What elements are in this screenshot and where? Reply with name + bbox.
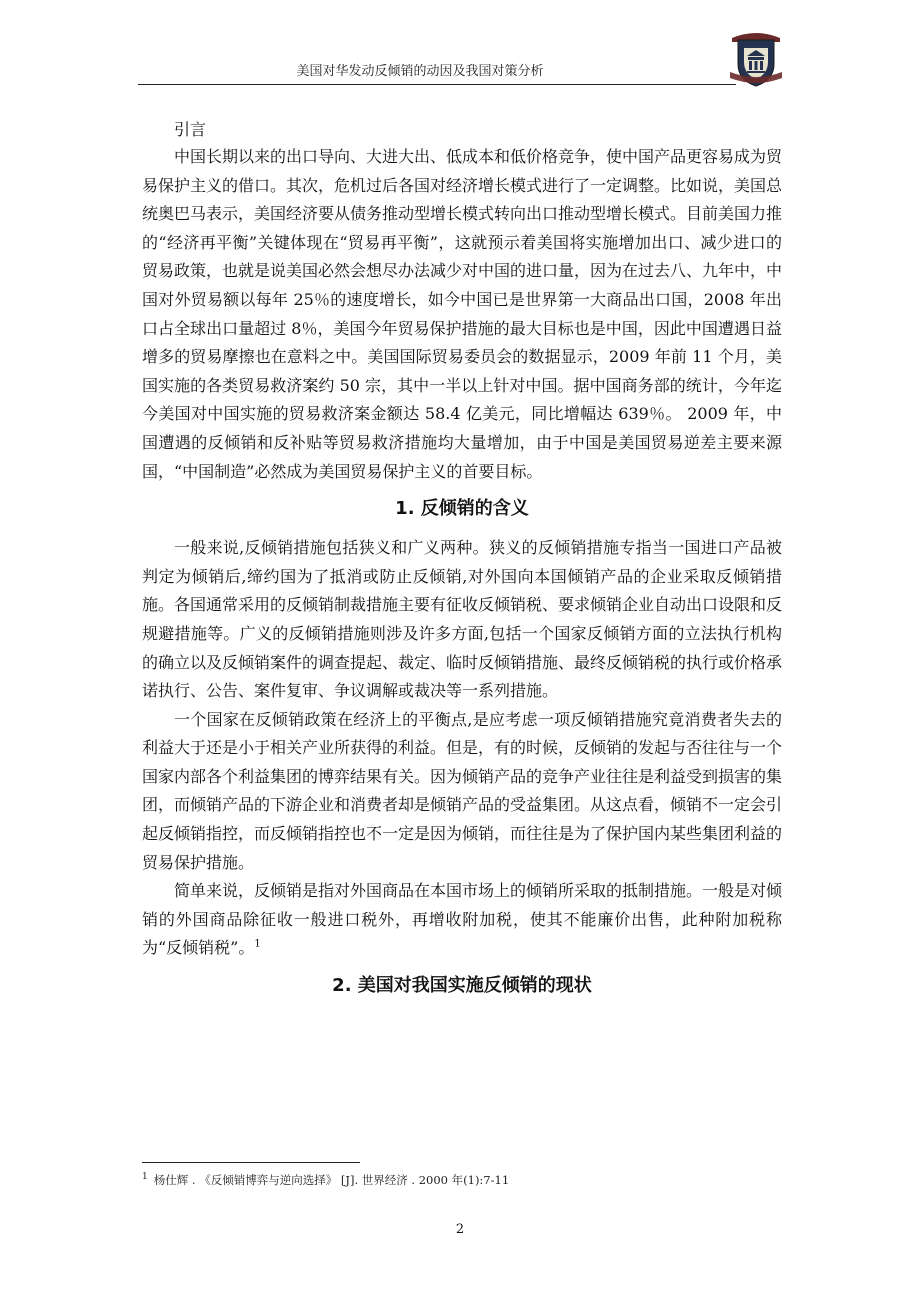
- section-1-paragraph-3-text: 简单来说，反倾销是指对外国商品在本国市场上的倾销所采取的抵制措施。一般是对倾销的外国商品除征收一般进口税外，再增收附加税，使其不能廉价出售，此种附加税称为“反倾销税”。: [142, 881, 783, 958]
- university-logo-icon: [728, 28, 784, 88]
- section-1-heading: 1. 反倾销的含义: [395, 498, 529, 520]
- section-2-heading: 2. 美国对我国实施反倾销的现状: [332, 975, 592, 997]
- section-1-paragraph-3: [142, 877, 782, 963]
- footnote: [142, 1172, 782, 1188]
- footnote-reference[interactable]: 1: [254, 939, 261, 951]
- intro-paragraph: 中国长期以来的出口导向、大进大出、低成本和低价格竞争，使中国产品更容易成为贸易保护主义的借口。其次，危机过后各国对经济增长模式进行了一定调整。比如说，美国总统奥巴马表示，美国经济要从债务推动型增长模式转向出口推动型增长模式。目前美国力推的“经济再平衡”关键体现在“贸易再平衡”，这就预示着美国将实施增加出口、减少进口的贸易政策，也就是说美国必然会想尽办法减少对中国的进口量，因为在过去八、九年中，中国对外贸易额以每年 25％的速度增长，如今中国已是世界第一大商品出口国，2008 年出口占全球出口量超过 8％，美国今年贸易保护措施的最大目标也是中国，因此中国遭遇日益增多的贸易摩擦也在意料之中。美国国际贸易委员会的数据显示，2009 年前 11 个月，美国实施的各类贸易救济案约 50 宗，其中一半以上针对中国。据中国商务部的统计，今年迄今美国对中国实施的贸易救济案金额达 58.4 亿美元，同比增幅达 639％。 2009 年，中国遭遇的反倾销和反补贴等贸易救济措施均大量增加，由于中国是美国贸易逆差主要来源国，“中国制造”必然成为美国贸易保护主义的首要目标。: [142, 147, 783, 481]
- section-1-paragraph-2: 一个国家在反倾销政策在经济上的平衡点,是应考虑一项反倾销措施究竟消费者失去的利益大于还是小于相关产业所获得的利益。但是，有的时候，反倾销的发起与否往往与一个国家内部各个利益集团的博弈结果有关。因为倾销产品的竞争产业往往是利益受到损害的集团，而倾销产品的下游企业和消费者却是倾销产品的受益集团。从这点看，倾销不一定会引起反倾销指控，而反倾销指控也不一定是因为倾销，而往往是为了保护国内某些集团利益的贸易保护措施。: [142, 709, 783, 872]
- main-content: [142, 116, 782, 1011]
- intro-label: 引言: [174, 120, 207, 139]
- footnote-text: 杨仕辉 . 《反倾销博弈与逆向选择》 [J]. 世界经济 . 2000 年(1):7-11: [153, 1173, 510, 1187]
- header-rule: [138, 84, 736, 85]
- footnote-rule: [142, 1162, 360, 1163]
- section-1-paragraph-1: 一般来说,反倾销措施包括狭义和广义两种。狭义的反倾销措施专指当一国进口产品被判定为倾销后,缔约国为了抵消或防止反倾销,对外国向本国倾销产品的企业采取反倾销措施。各国通常采用的反倾销制裁措施主要有征收反倾销税、要求倾销企业自动出口设限和反规避措施等。广义的反倾销措施则涉及许多方面,包括一个国家反倾销方面的立法执行机构的确立以及反倾销案件的调查提起、裁定、临时反倾销措施、最终反倾销税的执行或价格承诺执行、公告、案件复审、争议调解或裁决等一系列措施。: [142, 538, 783, 701]
- page-number: 2: [455, 1222, 465, 1237]
- footnote-mark: 1: [142, 1172, 148, 1183]
- running-header: 美国对华发动反倾销的动因及我国对策分析: [296, 64, 544, 79]
